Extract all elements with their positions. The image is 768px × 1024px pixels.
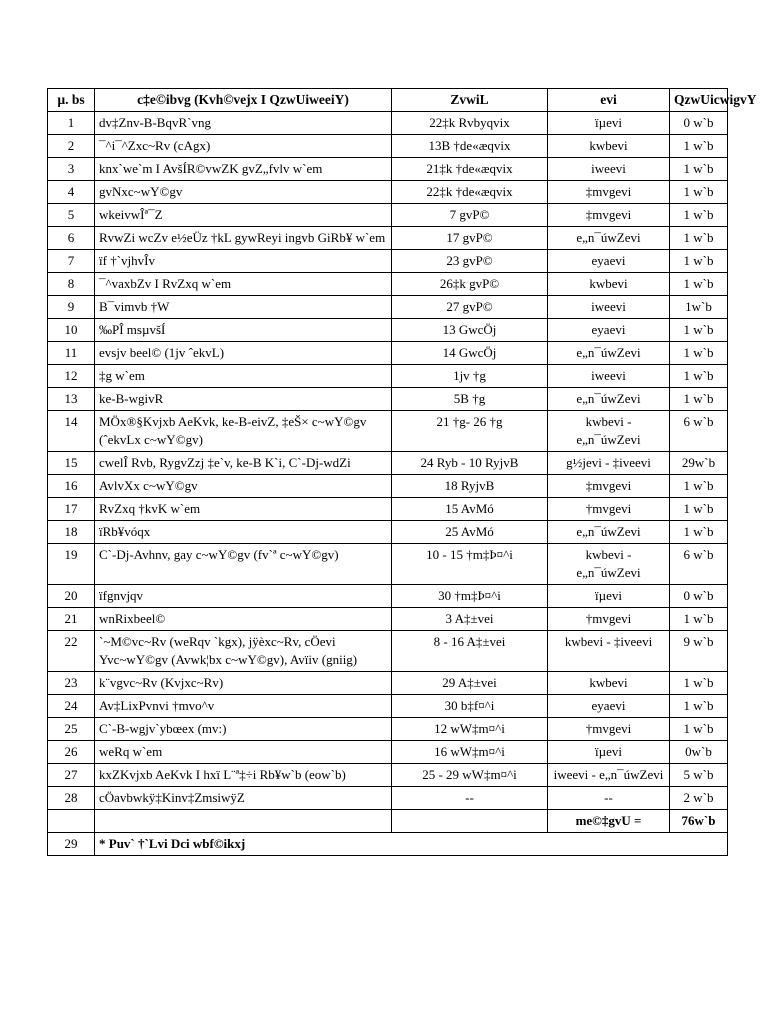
- cell-serial: 6: [48, 227, 95, 250]
- cell-date: 15 AvMó: [392, 498, 548, 521]
- cell-holiday-name: ¯^i¯^Zxc~Rv (cAgx): [95, 135, 392, 158]
- cell-holiday-name: RvZxq †kvK w`em: [95, 498, 392, 521]
- cell-weekday: kwbevi: [548, 672, 670, 695]
- table-row: [48, 342, 728, 365]
- total-blank: [48, 810, 95, 833]
- cell-weekday: eyaevi: [548, 695, 670, 718]
- cell-holiday-name: gvNxc~wY©gv: [95, 181, 392, 204]
- header-date: ZvwiL: [392, 89, 548, 112]
- cell-serial: 25: [48, 718, 95, 741]
- cell-date: 29 A‡±vei: [392, 672, 548, 695]
- table-row: [48, 319, 728, 342]
- cell-days: 1w`b: [670, 296, 728, 319]
- cell-weekday: ïµevi: [548, 741, 670, 764]
- cell-weekday: ‡mvgevi: [548, 181, 670, 204]
- cell-holiday-name: weRq w`em: [95, 741, 392, 764]
- cell-date: 7 gvP©: [392, 204, 548, 227]
- cell-weekday: g½jevi - ‡iveevi: [548, 452, 670, 475]
- cell-serial: 13: [48, 388, 95, 411]
- cell-days: 6 w`b: [670, 544, 728, 585]
- cell-weekday: ‡mvgevi: [548, 204, 670, 227]
- table-row: [48, 411, 728, 452]
- table-row: [48, 181, 728, 204]
- cell-serial: 27: [48, 764, 95, 787]
- cell-holiday-name: dv‡Znv-B-BqvR`vng: [95, 112, 392, 135]
- cell-serial: 9: [48, 296, 95, 319]
- total-value: 76w`b: [670, 810, 728, 833]
- cell-weekday: kwbevi - e„n¯úwZevi: [548, 411, 670, 452]
- table-body: [48, 112, 728, 810]
- note-number: 29: [48, 833, 95, 856]
- cell-date: 30 †m‡Þ¤^i: [392, 585, 548, 608]
- note-row: [48, 833, 728, 856]
- table-row: [48, 365, 728, 388]
- header-weekday: evi: [548, 89, 670, 112]
- cell-days: 1 w`b: [670, 672, 728, 695]
- cell-serial: 17: [48, 498, 95, 521]
- cell-serial: 11: [48, 342, 95, 365]
- cell-date: 13 GwcÖj: [392, 319, 548, 342]
- cell-days: 1 w`b: [670, 521, 728, 544]
- cell-date: 1jv †g: [392, 365, 548, 388]
- cell-weekday: ‡mvgevi: [548, 475, 670, 498]
- total-label: me©‡gvU =: [548, 810, 670, 833]
- cell-weekday: --: [548, 787, 670, 810]
- cell-days: 1 w`b: [670, 498, 728, 521]
- cell-days: 2 w`b: [670, 787, 728, 810]
- cell-serial: 12: [48, 365, 95, 388]
- cell-serial: 21: [48, 608, 95, 631]
- cell-weekday: †mvgevi: [548, 718, 670, 741]
- cell-holiday-name: ïf †`vjhvÎv: [95, 250, 392, 273]
- cell-serial: 20: [48, 585, 95, 608]
- cell-holiday-name: ke-B-wgivR: [95, 388, 392, 411]
- cell-date: 30 b‡f¤^i: [392, 695, 548, 718]
- cell-holiday-name: wnRixbeel©: [95, 608, 392, 631]
- cell-holiday-name: C`-Dj-Avhnv, gay c~wY©gv (fv`ª c~wY©gv): [95, 544, 392, 585]
- cell-holiday-name: MÖx®§Kvjxb AeKvk, ke-B-eivZ, ‡eŠ× c~wY©gv (ˆekvLx c~wY©gv): [95, 411, 392, 452]
- cell-weekday: e„n¯úwZevi: [548, 388, 670, 411]
- cell-weekday: kwbevi - ‡iveevi: [548, 631, 670, 672]
- cell-date: 23 gvP©: [392, 250, 548, 273]
- cell-serial: 8: [48, 273, 95, 296]
- cell-serial: 18: [48, 521, 95, 544]
- table-row: [48, 741, 728, 764]
- cell-serial: 7: [48, 250, 95, 273]
- cell-days: 6 w`b: [670, 411, 728, 452]
- cell-serial: 2: [48, 135, 95, 158]
- cell-holiday-name: evsjv beel© (1jv ˆekvL): [95, 342, 392, 365]
- cell-date: 16 wW‡m¤^i: [392, 741, 548, 764]
- cell-holiday-name: ïfgnvjqv: [95, 585, 392, 608]
- cell-weekday: eyaevi: [548, 250, 670, 273]
- table-row: [48, 452, 728, 475]
- cell-days: 5 w`b: [670, 764, 728, 787]
- table-row: [48, 135, 728, 158]
- header-days: QzwUicwigvY: [670, 89, 728, 112]
- cell-serial: 22: [48, 631, 95, 672]
- cell-holiday-name: RvwZi wcZv e½eÜz †kL gywReyi ingvb GiRb¥ w`em: [95, 227, 392, 250]
- cell-date: 26‡k gvP©: [392, 273, 548, 296]
- table-row: [48, 296, 728, 319]
- cell-weekday: †mvgevi: [548, 498, 670, 521]
- cell-date: 21 †g- 26 †g: [392, 411, 548, 452]
- cell-weekday: iweevi: [548, 365, 670, 388]
- cell-days: 9 w`b: [670, 631, 728, 672]
- cell-weekday: ïµevi: [548, 112, 670, 135]
- cell-date: 27 gvP©: [392, 296, 548, 319]
- table-row: [48, 475, 728, 498]
- table-row: [48, 158, 728, 181]
- table-row: [48, 608, 728, 631]
- cell-serial: 19: [48, 544, 95, 585]
- cell-holiday-name: wkeivwÎª¯Z: [95, 204, 392, 227]
- cell-days: 1 w`b: [670, 319, 728, 342]
- cell-date: 22‡k †de«æqvix: [392, 181, 548, 204]
- cell-date: 25 AvMó: [392, 521, 548, 544]
- cell-days: 1 w`b: [670, 365, 728, 388]
- cell-serial: 26: [48, 741, 95, 764]
- cell-holiday-name: ‰PÎ msµvšÍ: [95, 319, 392, 342]
- cell-weekday: kwbevi - e„n¯úwZevi: [548, 544, 670, 585]
- cell-weekday: e„n¯úwZevi: [548, 227, 670, 250]
- cell-holiday-name: B¯vimvb †W: [95, 296, 392, 319]
- cell-weekday: e„n¯úwZevi: [548, 342, 670, 365]
- cell-days: 1 w`b: [670, 718, 728, 741]
- table-row: [48, 112, 728, 135]
- cell-serial: 5: [48, 204, 95, 227]
- cell-days: 0w`b: [670, 741, 728, 764]
- total-row: [48, 810, 728, 833]
- cell-days: 1 w`b: [670, 388, 728, 411]
- cell-date: 21‡k †de«æqvix: [392, 158, 548, 181]
- table-row: [48, 585, 728, 608]
- cell-holiday-name: cwelÎ Rvb, RygvZzj ‡e`v, ke-B K`i, C`-Dj-wdZi: [95, 452, 392, 475]
- cell-days: 1 w`b: [670, 250, 728, 273]
- cell-serial: 16: [48, 475, 95, 498]
- cell-days: 1 w`b: [670, 135, 728, 158]
- cell-date: 14 GwcÖj: [392, 342, 548, 365]
- cell-weekday: kwbevi: [548, 135, 670, 158]
- cell-weekday: ïµevi: [548, 585, 670, 608]
- cell-holiday-name: Av‡LixPvnvi †mvo^v: [95, 695, 392, 718]
- cell-holiday-name: AvlvXx c~wY©gv: [95, 475, 392, 498]
- cell-days: 1 w`b: [670, 158, 728, 181]
- cell-days: 1 w`b: [670, 204, 728, 227]
- holiday-table: [47, 88, 757, 856]
- table-row: [48, 273, 728, 296]
- cell-holiday-name: ïRb¥vóqx: [95, 521, 392, 544]
- cell-date: 10 - 15 †m‡Þ¤^i: [392, 544, 548, 585]
- cell-serial: 14: [48, 411, 95, 452]
- cell-serial: 15: [48, 452, 95, 475]
- table-row: [48, 631, 728, 672]
- cell-date: 17 gvP©: [392, 227, 548, 250]
- total-blank: [392, 810, 548, 833]
- cell-serial: 4: [48, 181, 95, 204]
- cell-holiday-name: knx`we`m I AvšÍR©vwZK gvZ„fvlv w`em: [95, 158, 392, 181]
- table-row: [48, 204, 728, 227]
- table-row: [48, 498, 728, 521]
- header-holiday-name: c‡e©ibvg (Kvh©vejx I QzwUiweeiY): [95, 89, 392, 112]
- table-row: [48, 672, 728, 695]
- cell-holiday-name: C`-B-wgjv`ybœex (mv:): [95, 718, 392, 741]
- table-row: [48, 521, 728, 544]
- cell-serial: 23: [48, 672, 95, 695]
- total-blank: [95, 810, 392, 833]
- cell-serial: 24: [48, 695, 95, 718]
- cell-serial: 3: [48, 158, 95, 181]
- cell-holiday-name: ‡g w`em: [95, 365, 392, 388]
- cell-holiday-name: ¯^vaxbZv I RvZxq w`em: [95, 273, 392, 296]
- cell-days: 1 w`b: [670, 475, 728, 498]
- cell-date: 8 - 16 A‡±vei: [392, 631, 548, 672]
- table-row: [48, 250, 728, 273]
- cell-holiday-name: kxZKvjxb AeKvk I hxï L¨ª‡÷i Rb¥w`b (eow`b): [95, 764, 392, 787]
- cell-days: 1 w`b: [670, 273, 728, 296]
- cell-date: 24 Ryb - 10 RyjvB: [392, 452, 548, 475]
- table-row: [48, 388, 728, 411]
- table-row: [48, 787, 728, 810]
- cell-days: 1 w`b: [670, 181, 728, 204]
- cell-date: --: [392, 787, 548, 810]
- cell-serial: 10: [48, 319, 95, 342]
- cell-weekday: e„n¯úwZevi: [548, 521, 670, 544]
- table-row: [48, 695, 728, 718]
- cell-weekday: iweevi - e„n¯úwZevi: [548, 764, 670, 787]
- table-row: [48, 718, 728, 741]
- cell-days: 1 w`b: [670, 342, 728, 365]
- cell-days: 0 w`b: [670, 585, 728, 608]
- cell-days: 1 w`b: [670, 608, 728, 631]
- cell-date: 3 A‡±vei: [392, 608, 548, 631]
- cell-serial: 1: [48, 112, 95, 135]
- cell-holiday-name: cÖavbwkÿ‡Kinv‡ZmsiwÿZ: [95, 787, 392, 810]
- cell-date: 25 - 29 wW‡m¤^i: [392, 764, 548, 787]
- note-text: * Puv` †`Lvi Dci wbf©ikxj: [95, 833, 728, 856]
- cell-weekday: iweevi: [548, 158, 670, 181]
- header-serial: µ. bs: [48, 89, 95, 112]
- cell-days: 1 w`b: [670, 227, 728, 250]
- cell-date: 18 RyjvB: [392, 475, 548, 498]
- cell-days: 0 w`b: [670, 112, 728, 135]
- cell-weekday: kwbevi: [548, 273, 670, 296]
- cell-date: 13B †de«æqvix: [392, 135, 548, 158]
- table-row: [48, 544, 728, 585]
- cell-date: 5B †g: [392, 388, 548, 411]
- cell-holiday-name: `~M©vc~Rv (weRqv `kgx), jÿèxc~Rv, cÖevi Yvc~wY©gv (Avwk¦bx c~wY©gv), Avïiv (gniig): [95, 631, 392, 672]
- header-row: [48, 89, 728, 112]
- cell-days: 29w`b: [670, 452, 728, 475]
- cell-serial: 28: [48, 787, 95, 810]
- cell-holiday-name: k¨vgvc~Rv (Kvjxc~Rv): [95, 672, 392, 695]
- cell-weekday: iweevi: [548, 296, 670, 319]
- cell-date: 22‡k Rvbyqvix: [392, 112, 548, 135]
- cell-days: 1 w`b: [670, 695, 728, 718]
- table-row: [48, 764, 728, 787]
- cell-weekday: †mvgevi: [548, 608, 670, 631]
- cell-weekday: eyaevi: [548, 319, 670, 342]
- table-row: [48, 227, 728, 250]
- cell-date: 12 wW‡m¤^i: [392, 718, 548, 741]
